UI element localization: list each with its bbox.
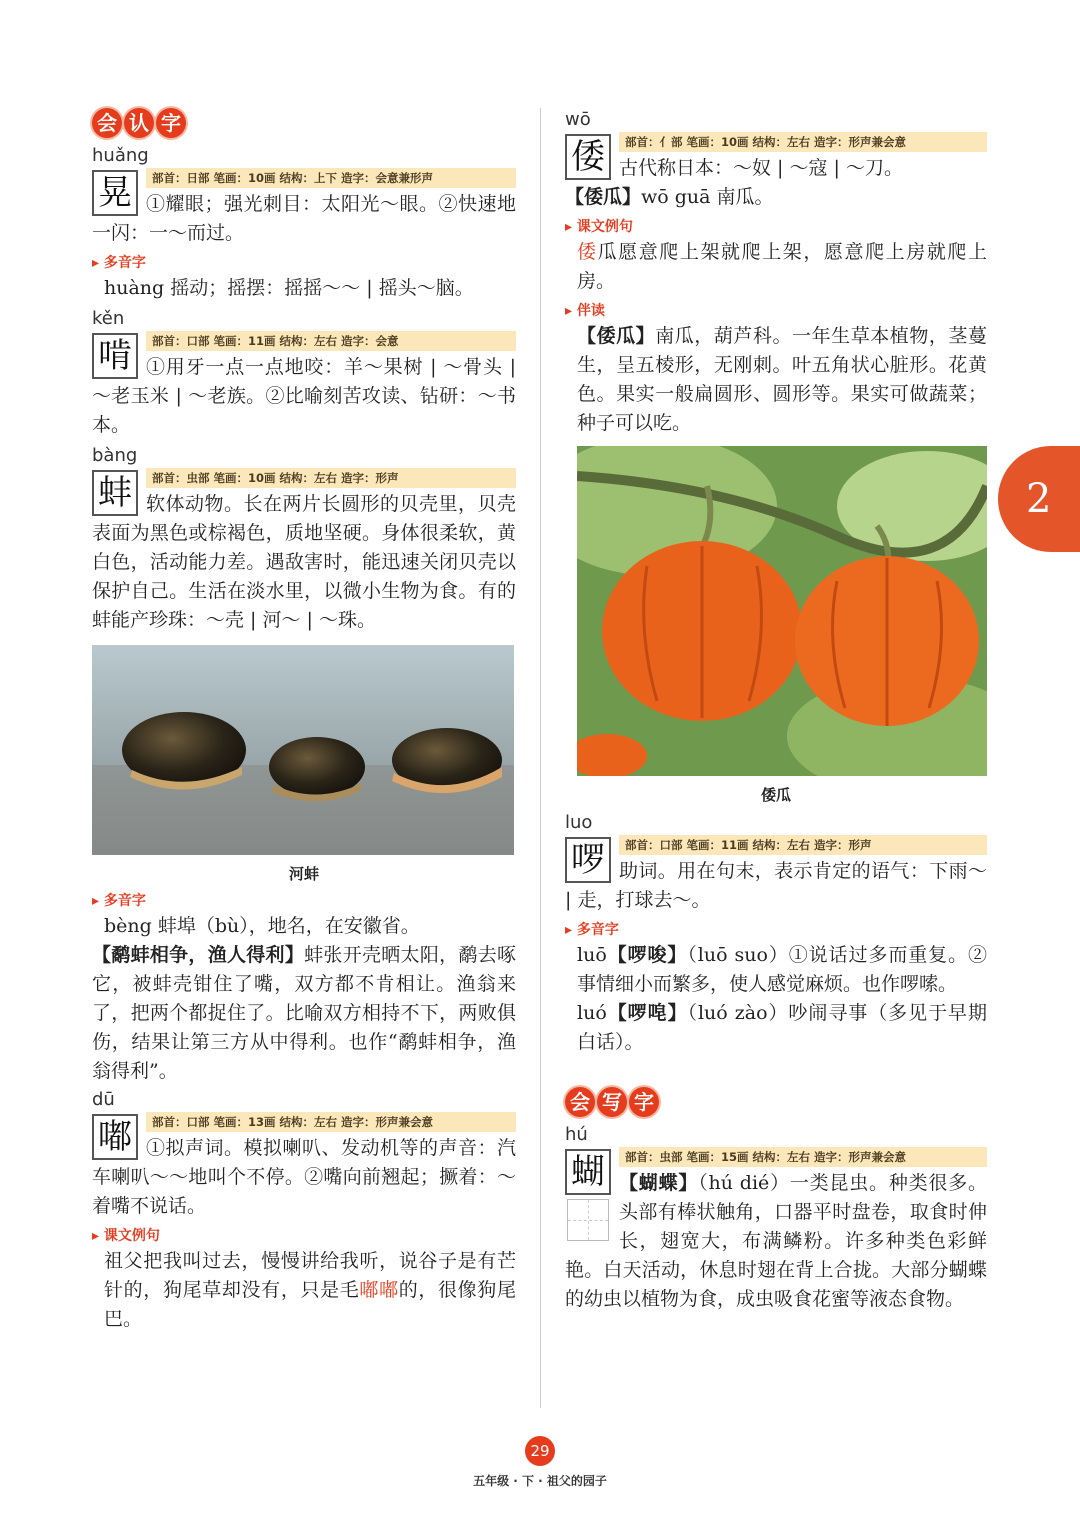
definition: 软体动物。长在两片长圆形的贝壳里，贝壳表面为黑色或棕褐色，质地坚硬。身体很柔软，黄白色，活动能力差。遇敌害时，能迅速关闭贝壳以保护自己。生活在淡水里，以微小生物为食。有的蚌能产珍珠：～壳 | 河～ | ～珠。 — [92, 493, 516, 631]
definition — [565, 1169, 987, 1314]
definition: 古代称日本：～奴 | ～寇 | ～刀。 — [619, 157, 903, 179]
polyphone-pinyin: luō — [577, 944, 607, 966]
character-box: 嘟 — [92, 1114, 138, 1160]
photo-caption: 倭瓜 — [760, 786, 791, 804]
word-label: 【倭瓜】 — [565, 186, 642, 208]
writing-grid — [567, 1199, 609, 1241]
tag-polyphone: ▸ 多音字 — [92, 252, 516, 272]
tag-text-example: ▸ 课文例句 — [565, 216, 987, 236]
tag-polyphone: ▸ 多音字 — [92, 890, 516, 910]
polyphone-entry — [565, 941, 987, 999]
definition: ①拟声词。模拟喇叭、发动机等的声音：汽车喇叭～～地叫个不停。②嘴向前翘起；撅着：～着嘴不说话。 — [92, 1137, 516, 1217]
character-column — [565, 1147, 619, 1241]
entry-wo — [565, 108, 987, 438]
char-meta: 部首：日部 笔画：10画 结构：上下 造字：会意兼形声 — [146, 168, 516, 188]
character-box: 蝴 — [565, 1149, 611, 1195]
definition: ①耀眼；强光刺目：太阳光～眼。②快速地一闪：一～而过。 — [92, 193, 516, 244]
section-title-recognize — [92, 108, 516, 138]
character-box: 蚌 — [92, 470, 138, 516]
tag-polyphone: ▸ 多音字 — [565, 919, 987, 939]
polyphone-word: 【啰唆】 — [606, 944, 688, 966]
example-text: 的，很像狗尾巴。 — [104, 1279, 516, 1330]
entry-hu — [565, 1123, 987, 1314]
definition: ①用牙一点一点地咬：羊～果树 | ～骨头 | ～老玉米 | ～老族。②比喻刻苦攻读、钻研：～书本。 — [92, 356, 516, 436]
companion-reading — [565, 322, 987, 438]
polyphone-text: （luō suo）①说话过多而重复。②事情细小而繁多，使人感觉麻烦。也作啰嗦。 — [577, 944, 987, 995]
section-title-char: 认 — [124, 108, 154, 138]
definition-text: （hú dié）一类昆虫。种类很多。头部有棒状触角，口器平时盘卷，取食时伸长，翅宽大，布满鳞粉。许多种类色彩鲜艳。白天活动，休息时翅在背上合拢。大部分蝴蝶的幼虫以植物为食，成虫吸食花蜜等液态食物。 — [565, 1172, 987, 1310]
text-example — [565, 238, 987, 296]
pumpkin-image — [577, 446, 987, 776]
polyphone-text: bèng 蚌埠（bù），地名，在安徽省。 — [104, 915, 420, 937]
polyphone-text: huàng 摇动；摇摆：摇摇～～ | 摇头～脑。 — [104, 277, 474, 299]
word-text: wō guā 南瓜。 — [641, 186, 774, 208]
example-text: 祖父把我叫过去，慢慢讲给我听，说谷子是有芒针的，狗尾草却没有，只是毛 — [104, 1250, 516, 1301]
pinyin: huǎng — [92, 145, 149, 166]
example-text: 瓜愿意爬上架就爬上架，愿意爬上房就爬上房。 — [577, 241, 987, 292]
polyphone-word: 【啰唣】 — [606, 1002, 688, 1024]
entry-luo — [565, 811, 987, 1057]
companion-label: 【倭瓜】 — [577, 325, 656, 347]
section-title-write — [565, 1087, 987, 1117]
char-meta: 部首：虫部 笔画：15画 结构：左右 造字：形声兼会意 — [619, 1147, 987, 1167]
entry-ken — [92, 307, 516, 440]
tag-text-example: ▸ 课文例句 — [92, 1225, 516, 1245]
clam-image — [92, 645, 514, 855]
char-meta: 部首：口部 笔画：11画 结构：左右 造字：形声 — [619, 835, 987, 855]
column-divider — [540, 108, 541, 1408]
tag-companion-reading: ▸ 伴读 — [565, 300, 987, 320]
word-entry — [565, 183, 987, 212]
entry-huang — [92, 144, 516, 303]
footer-text: 五年级 · 下 · 祖父的园子 — [473, 1474, 607, 1488]
word-label: 【蝴蝶】 — [619, 1172, 699, 1194]
idiom-label: 【鹬蚌相争，渔人得利】 — [92, 944, 305, 966]
section-title-char: 字 — [156, 108, 186, 138]
text-example — [92, 1247, 516, 1334]
example-highlight: 嘟嘟 — [359, 1279, 399, 1301]
pumpkin-photo — [577, 446, 987, 776]
pinyin: luo — [565, 812, 593, 833]
photo-caption: 河蚌 — [288, 865, 319, 883]
section-title-char: 写 — [597, 1087, 627, 1117]
char-meta: 部首：虫部 笔画：10画 结构：左右 造字：形声 — [146, 468, 516, 488]
companion-text: 南瓜，葫芦科。一年生草本植物，茎蔓生，呈五棱形，无刚刺。叶五角状心脏形。花黄色。果实一般扁圆形、圆形等。果实可做蔬菜；种子可以吃。 — [577, 325, 987, 434]
char-meta: 部首：亻部 笔画：10画 结构：左右 造字：形声兼会意 — [619, 132, 987, 152]
character-box: 晃 — [92, 170, 138, 216]
section-title-char: 会 — [92, 108, 122, 138]
polyphone-text: （luó zào）吵闹寻事（多见于早期白话）。 — [577, 1002, 987, 1053]
char-meta: 部首：口部 笔画：11画 结构：左右 造字：会意 — [146, 331, 516, 351]
pinyin: bàng — [92, 445, 138, 466]
polyphone-pinyin: luó — [577, 1002, 607, 1024]
idiom-text: 蚌张开壳晒太阳，鹬去啄它，被蚌壳钳住了嘴，双方都不肯相让。渔翁来了，把两个都捉住了。比喻双方相持不下，两败俱伤，结果让第三方从中得利。也作“鹬蚌相争，渔翁得利”。 — [92, 944, 516, 1082]
character-box: 啃 — [92, 333, 138, 379]
section-title-char: 字 — [629, 1087, 659, 1117]
entry-du — [92, 1088, 516, 1334]
right-column — [565, 108, 987, 1314]
left-column — [92, 108, 516, 1334]
page-number: 29 — [525, 1436, 555, 1466]
polyphone-entry — [565, 999, 987, 1057]
character-box: 倭 — [565, 134, 611, 180]
character-box: 啰 — [565, 837, 611, 883]
section-title-char: 会 — [565, 1087, 595, 1117]
pinyin: kěn — [92, 308, 125, 329]
entry-bang — [92, 444, 516, 635]
example-highlight: 倭 — [577, 241, 598, 263]
pinyin: wō — [565, 109, 591, 130]
clam-photo — [92, 645, 514, 855]
idiom-entry — [92, 941, 516, 1086]
pinyin: hú — [565, 1124, 588, 1145]
definition: 助词。用在句末，表示肯定的语气：下雨～ | 走，打球去～。 — [565, 860, 987, 911]
pinyin: dū — [92, 1089, 115, 1110]
char-meta: 部首：口部 笔画：13画 结构：左右 造字：形声兼会意 — [146, 1112, 516, 1132]
chapter-tab: 2 — [998, 446, 1080, 552]
